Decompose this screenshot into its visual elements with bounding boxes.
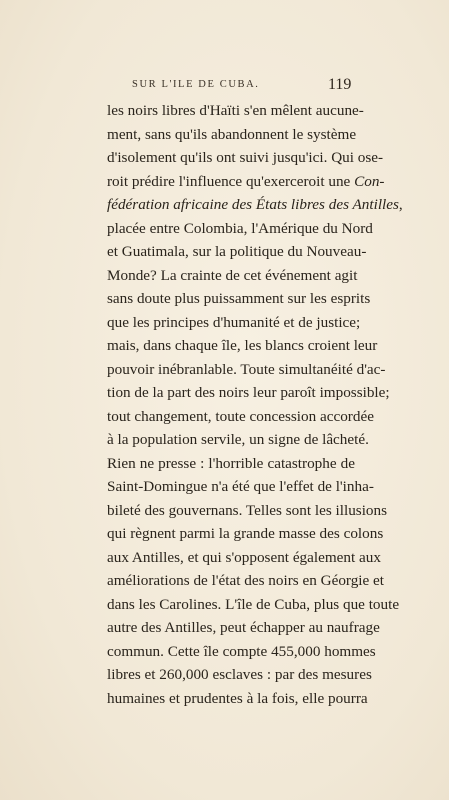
text-line xyxy=(107,499,388,523)
text-run: qui règnent parmi la grande masse des colons xyxy=(107,525,384,542)
text-line xyxy=(107,193,403,217)
text-line xyxy=(107,99,364,123)
text-run: mais, dans chaque île, les blancs croient leur xyxy=(107,337,378,354)
text-line xyxy=(107,240,367,264)
text-line xyxy=(107,687,368,711)
text-line xyxy=(107,593,400,617)
text-run: placée entre Colombia, l'Amérique du Nord xyxy=(107,219,373,237)
text-run: que les principes d'humanité et de justice; xyxy=(107,313,361,331)
text-line xyxy=(107,358,386,382)
text-line xyxy=(107,264,358,288)
text-line xyxy=(107,311,361,335)
text-line xyxy=(107,640,376,664)
text-line xyxy=(107,287,371,311)
text-line xyxy=(107,452,355,476)
text-run: tout changement, toute concession accordée xyxy=(107,407,374,425)
text-run: dans les Carolines. L'île de Cuba, plus que toute xyxy=(107,595,400,613)
text-run: ment, sans qu'ils abandonnent le système xyxy=(107,125,357,143)
text-run: autre des Antilles, peut échapper au naufrage xyxy=(107,619,380,636)
text-line xyxy=(107,663,372,687)
text-run: sans doute plus puissamment sur les esprits xyxy=(107,290,371,307)
text-run: commun. Cette île compte 455,000 hommes xyxy=(107,642,376,660)
text-run: Saint-Domingue n'a été que l'effet de l'inha- xyxy=(107,478,374,495)
text-run: Rien ne presse : l'horrible catastrophe de xyxy=(107,454,355,472)
text-run: aux Antilles, et qui s'opposent également aux xyxy=(107,548,381,566)
running-head: SUR L'ILE DE CUBA. xyxy=(132,79,260,90)
text-line xyxy=(107,475,374,499)
text-line xyxy=(107,428,369,452)
text-run: libres et 260,000 esclaves : par des mesures xyxy=(107,666,372,683)
body-text xyxy=(107,99,403,710)
text-line xyxy=(107,170,385,194)
text-run: humaines et prudentes à la fois, elle pourra xyxy=(107,689,368,707)
text-line xyxy=(107,334,378,358)
text-run: roit prédire l'influence qu'exerceroit une xyxy=(107,172,355,190)
text-line xyxy=(107,569,385,593)
text-line xyxy=(107,381,390,405)
text-line xyxy=(107,123,355,147)
text-run: Monde? La crainte de cet événement agit xyxy=(107,266,358,284)
text-run: les noirs libres d'Haïti s'en mêlent aucune- xyxy=(107,102,364,119)
text-line xyxy=(107,522,384,546)
italic-text-run: fédération africaine des États libres des Antilles xyxy=(107,196,399,213)
text-run: à la population servile, un signe de lâcheté. xyxy=(107,431,369,448)
text-run: améliorations de l'état des noirs en Géorgie et xyxy=(107,572,385,589)
text-line xyxy=(107,217,373,241)
text-run: et Guatimala, sur la politique du Nouveau- xyxy=(107,243,367,260)
text-run: , xyxy=(398,196,403,213)
text-run: pouvoir inébranlable. Toute simultanéité d'ac- xyxy=(107,360,386,378)
text-line xyxy=(107,546,381,570)
text-run: tion de la part des noirs leur paroît impossible; xyxy=(107,384,390,401)
page-number: 119 xyxy=(328,76,352,93)
text-line xyxy=(107,146,384,170)
text-line xyxy=(107,405,374,429)
italic-text-run: Con- xyxy=(354,172,385,190)
text-run: bileté des gouvernans. Telles sont les illusions xyxy=(107,501,388,519)
text-line xyxy=(107,616,380,640)
text-run: d'isolement qu'ils ont suivi jusqu'ici. Qui ose- xyxy=(107,149,384,166)
